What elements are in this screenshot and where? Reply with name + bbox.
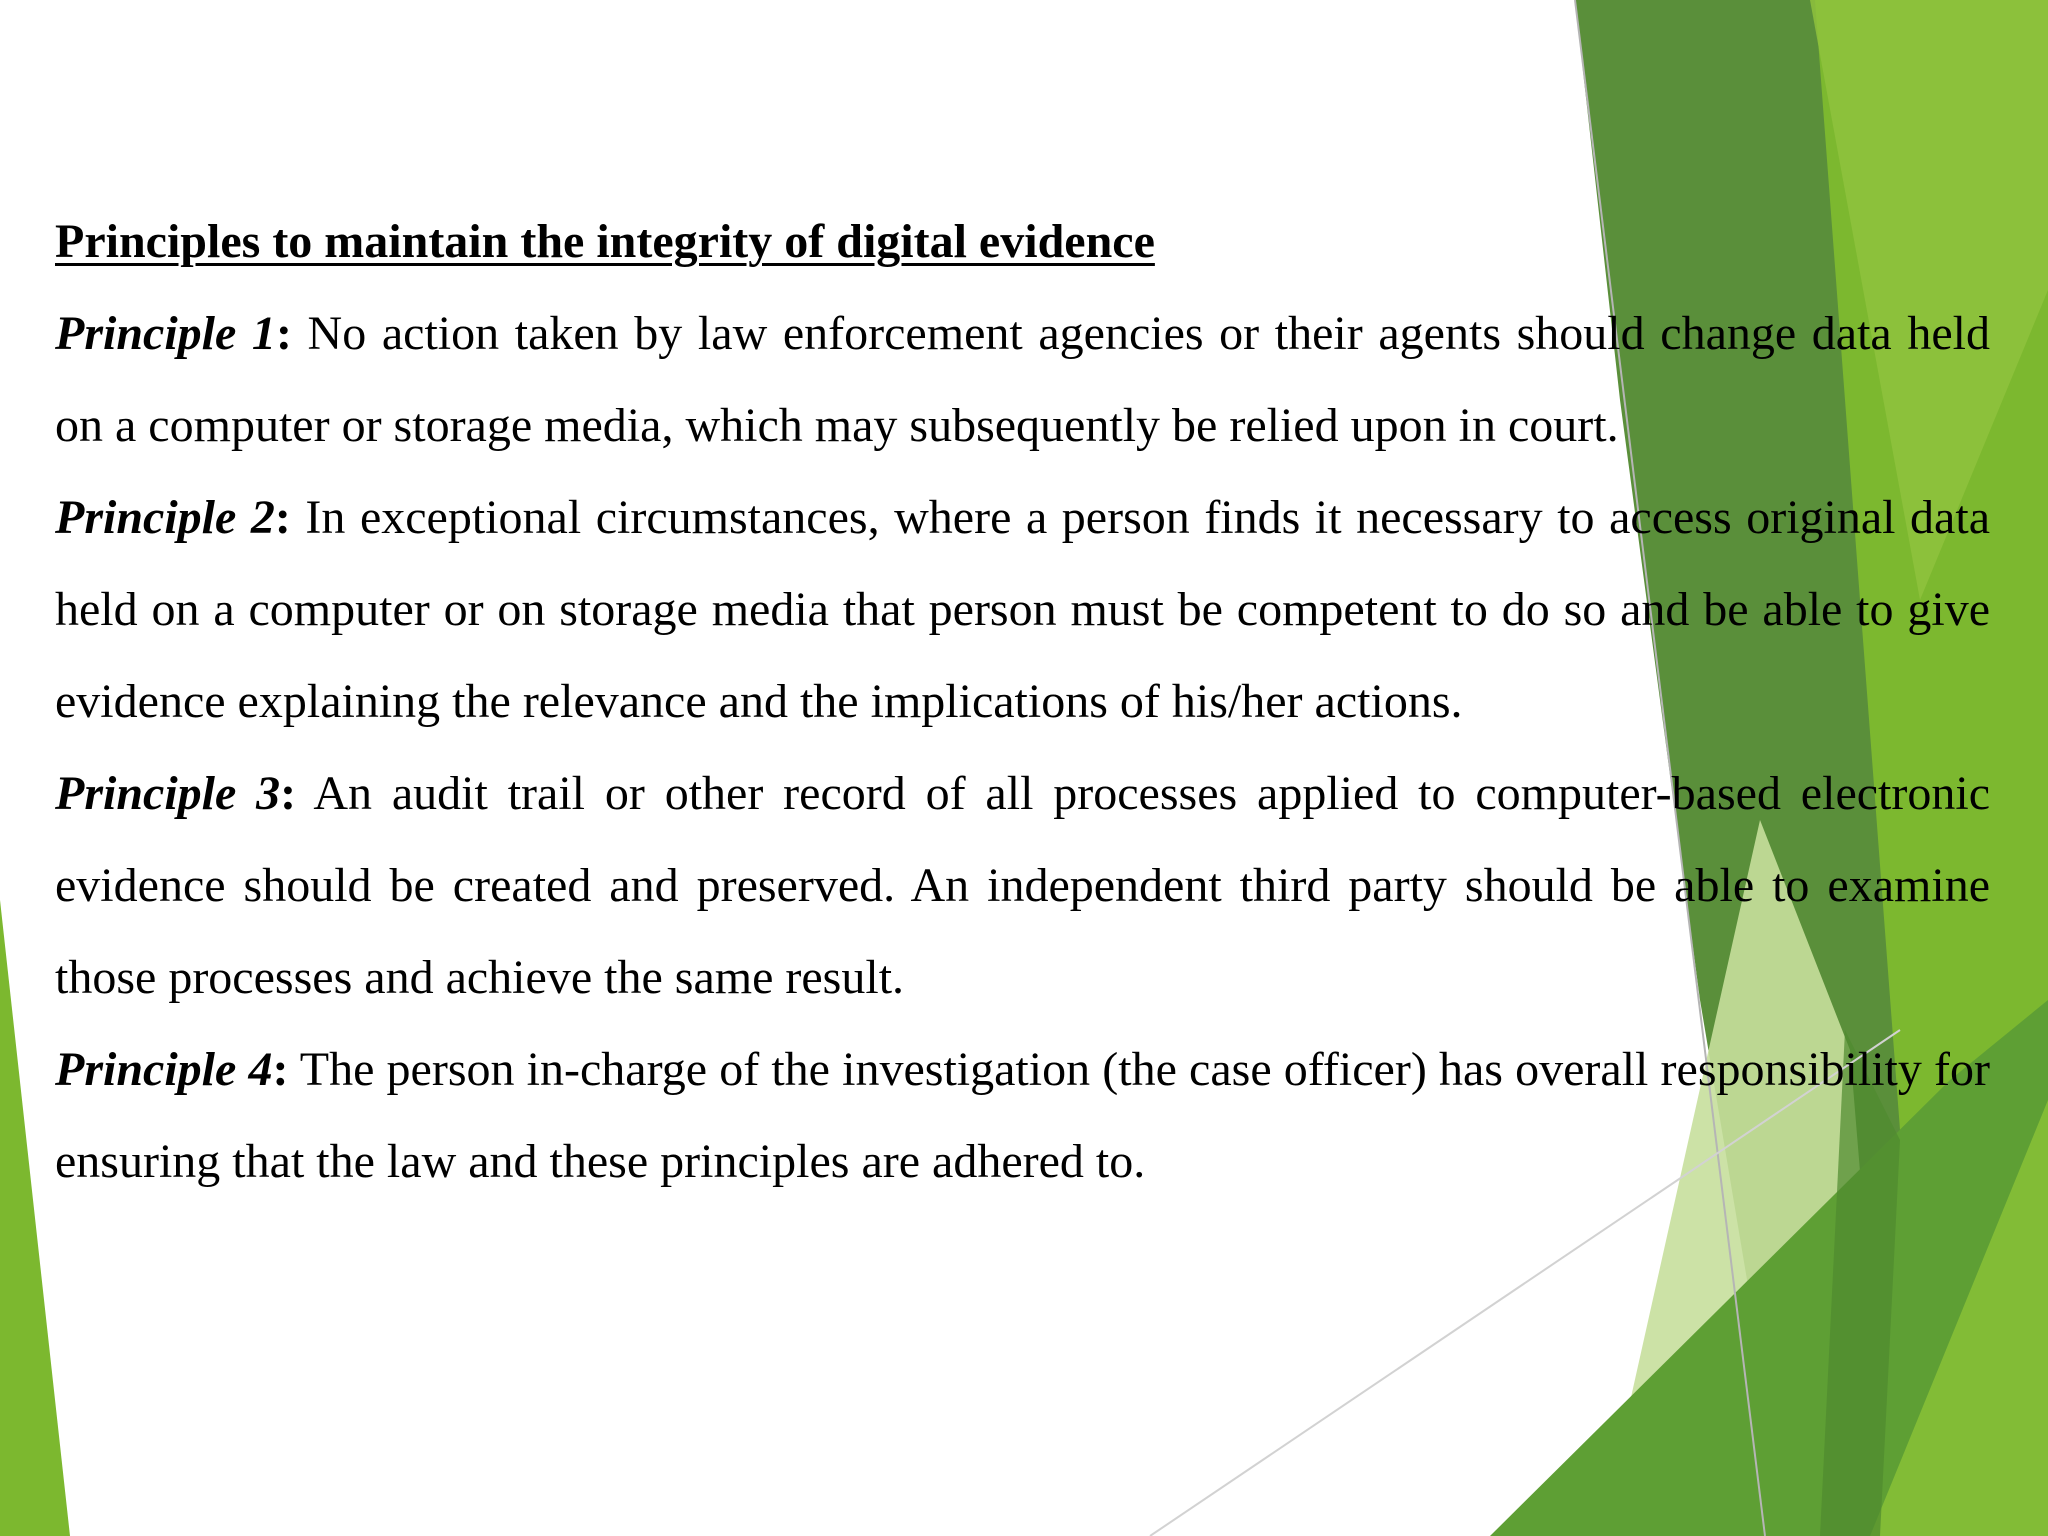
principle-4-label: Principle 4	[55, 1043, 273, 1096]
principle-1	[55, 288, 1990, 472]
principle-3-colon: :	[280, 767, 297, 820]
slide-heading: Principles to maintain the integrity of digital evidence	[55, 215, 1155, 268]
principle-1-label: Principle 1	[55, 307, 276, 360]
principle-2-label: Principle 2	[55, 491, 275, 544]
content-area	[55, 196, 1990, 1208]
principle-3-text: An audit trail or other record of all processes applied to computer-based electronic evidence should be created and preserved. An independent third party should be able to examine those processes and achieve the same result.	[55, 767, 1991, 1004]
principle-2-colon: :	[274, 491, 291, 544]
principle-2	[55, 472, 1990, 748]
principle-4-text: The person in-charge of the investigation (the case officer) has overall responsibility for ensuring that the law and these principles are adhered to.	[55, 1043, 1991, 1188]
principle-2-text: In exceptional circumstances, where a person finds it necessary to access original data held on a computer or on storage media that person must be competent to do so and be able to give evidence explaining the relevance and the implications of his/her actions.	[55, 491, 1991, 728]
principle-4	[55, 1024, 1990, 1208]
principle-3	[55, 748, 1990, 1024]
principle-4-colon: :	[272, 1043, 289, 1096]
principle-1-colon: :	[275, 307, 292, 360]
principle-3-label: Principle 3	[55, 767, 281, 820]
principle-1-text: No action taken by law enforcement agencies or their agents should change data held on a computer or storage media, which may subsequently be relied upon in court.	[55, 307, 1991, 452]
